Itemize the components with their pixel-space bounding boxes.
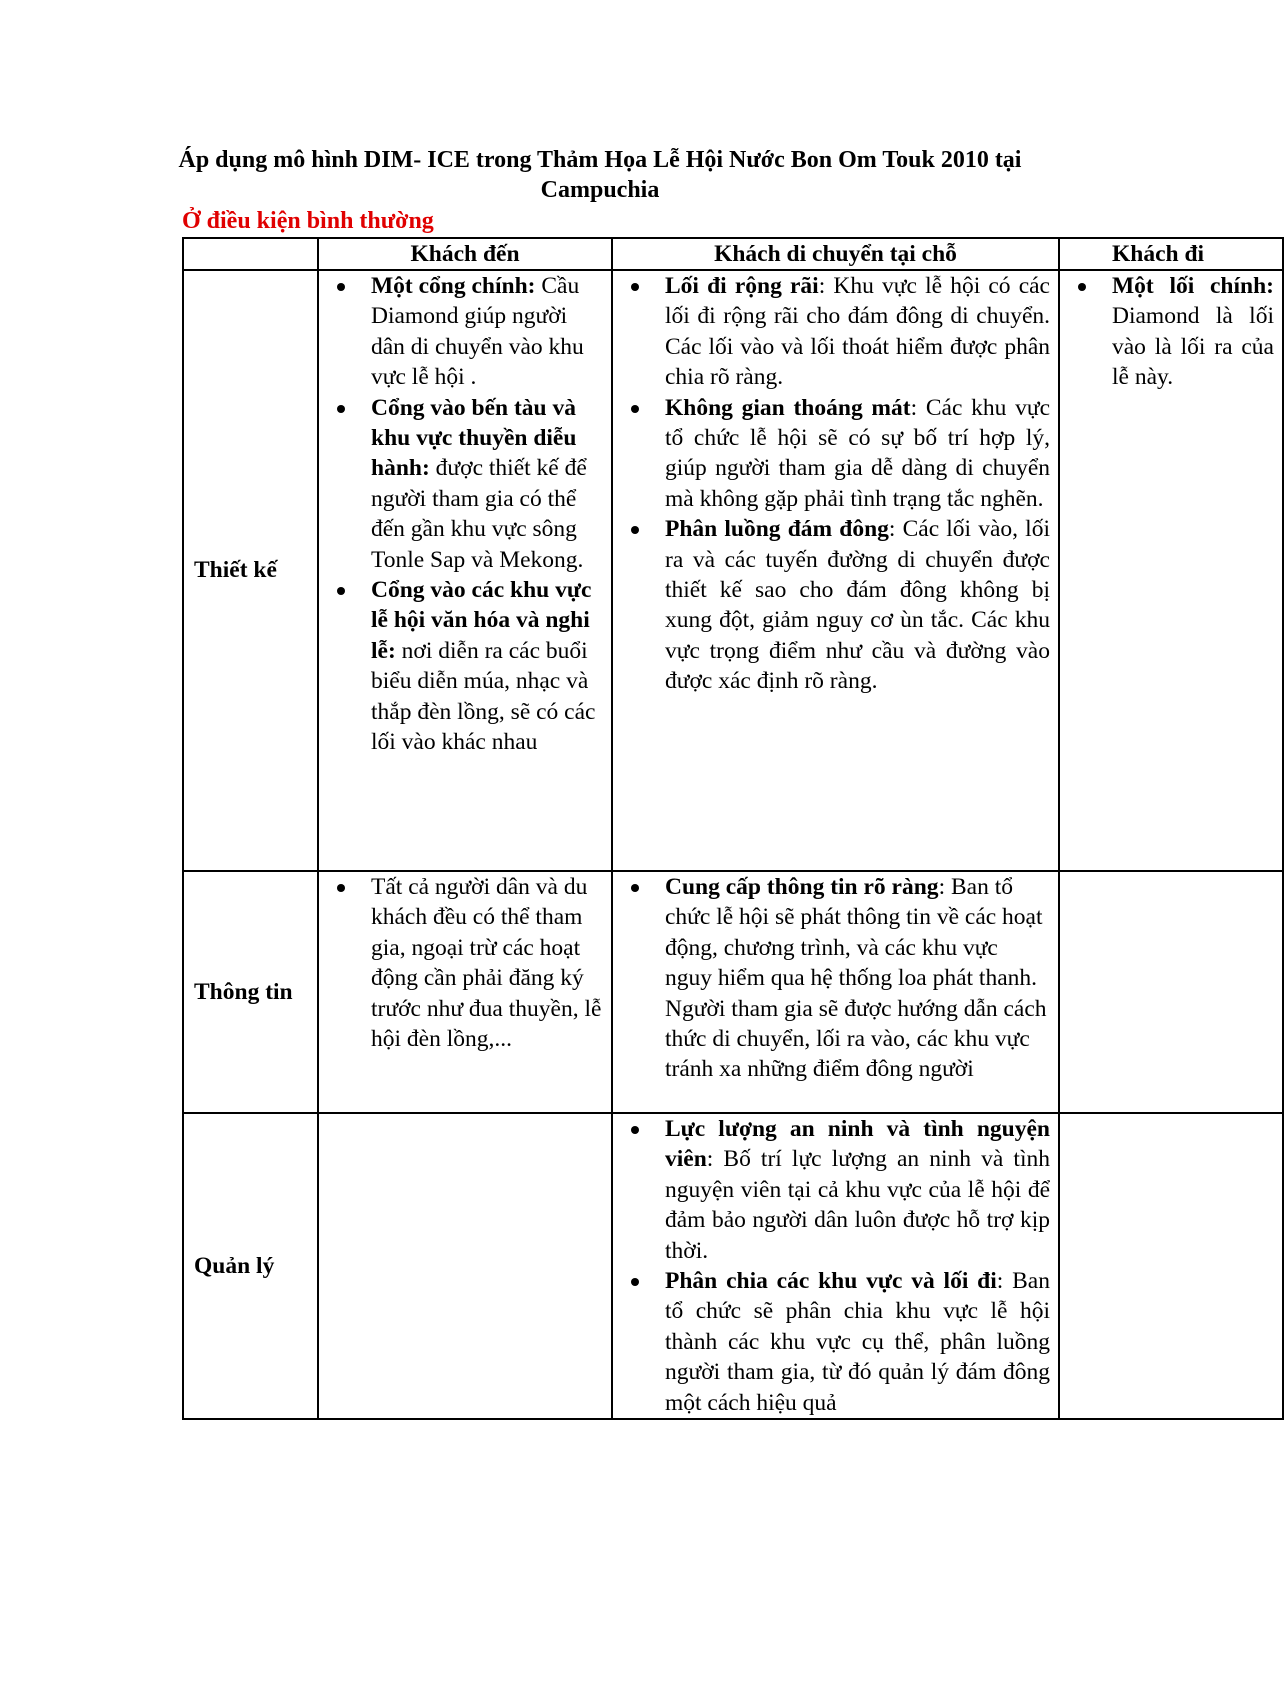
cell [612, 1113, 1059, 1419]
list-item [613, 514, 1050, 696]
item-text: Tất cả người dân và du khách đều có thể tham gia, ngoại trừ các hoạt động cần phải đăng ký trước như đua thuyền, lễ hội đèn lồng,... [371, 874, 602, 1053]
cell [1059, 871, 1283, 1113]
bullet-list [1060, 271, 1282, 393]
cell [318, 270, 612, 871]
item-heading: Lối đi rộng rãi [665, 273, 819, 299]
header-arriving: Khách đến [318, 238, 612, 270]
list-item [613, 1266, 1050, 1418]
bullet-list [613, 872, 1058, 1085]
header-corner [183, 238, 318, 270]
row-label-information: Thông tin [183, 871, 318, 1113]
item-text: : Bố trí lực lượng an ninh và tình nguyện viên tại cả khu vực của lễ hội để đảm bảo người dân luôn được hỗ trợ kịp thời. [665, 1146, 1050, 1264]
list-item [613, 393, 1050, 515]
item-text: : Các khu vực tổ chức lễ hội sẽ có sự bố trí hợp lý, giúp người tham gia dễ dàng di chuyển mà không gặp phải tình trạng tắc nghẽn. [665, 394, 1050, 512]
item-text: nơi diễn ra các buổi biểu diễn múa, nhạc và thắp đèn lồng, sẽ có các lối vào khác nhau [371, 637, 596, 756]
cell [612, 270, 1059, 871]
item-heading: Phân luồng đám đông [665, 516, 889, 543]
bullet-list [613, 271, 1058, 697]
header-moving: Khách di chuyển tại chỗ [612, 238, 1059, 270]
dim-ice-table [182, 237, 1284, 1420]
list-item [319, 393, 603, 575]
cell [1059, 270, 1283, 871]
list-item [613, 271, 1050, 393]
list-item [319, 872, 603, 1054]
item-text: : Ban tổ chức lễ hội sẽ phát thông tin về các hoạt động, chương trình, và các khu vực nguy hiểm qua hệ thống loa phát thanh. Người tham gia sẽ được hướng dẫn cách thức di chuyển, lối ra vào, các khu vực tránh xa những điểm đông người [665, 874, 1047, 1083]
item-heading: Không gian thoáng mát [665, 394, 911, 421]
cell [612, 871, 1059, 1113]
cell [1059, 1113, 1283, 1419]
table-row [183, 871, 1283, 1113]
item-heading: Một lối chính: [1112, 273, 1274, 299]
item-heading: Cung cấp thông tin rõ ràng [665, 874, 939, 900]
item-heading: Lực lượng an ninh và tình nguyện viên [665, 1116, 1050, 1173]
table-row [183, 1113, 1283, 1419]
cell [318, 1113, 612, 1419]
item-text: : Khu vực lễ hội có các lối đi rộng rãi cho đám đông di chuyển. Các lối vào và lối thoát hiểm được phân chia rõ ràng. [665, 273, 1050, 391]
item-text: : Ban tổ chức sẽ phân chia khu vực lễ hội thành các khu vực cụ thể, phân luồng người tham gia, từ đó quản lý đám đông một cách hiệu quả [665, 1268, 1050, 1416]
cell [318, 871, 612, 1113]
table-header-row [183, 238, 1283, 270]
document-title: Áp dụng mô hình DIM- ICE trong Thảm Họa Lễ Hội Nước Bon Om Touk 2010 tại Campuchia [178, 147, 1022, 203]
list-item [1060, 271, 1274, 393]
list-item [613, 872, 1050, 1085]
item-text: Cầu Diamond giúp người dân di chuyển vào khu vực lễ hội . [371, 273, 584, 391]
list-item [613, 1114, 1050, 1266]
section-subtitle: Ở điều kiện bình thường [182, 208, 434, 234]
item-text: Diamond là lối vào là lối ra của lễ này. [1112, 303, 1274, 391]
list-item [319, 271, 603, 393]
item-heading: Cổng vào các khu vực lễ hội văn hóa và nghi lễ: [371, 577, 592, 664]
item-text: : Các lối vào, lối ra và các tuyến đường di chuyển được thiết kế sao cho đám đông không bị xung đột, giảm nguy cơ ùn tắc. Các khu vực trọng điểm như cầu và đường vào được xác định rõ ràng. [665, 516, 1050, 695]
bullet-list [319, 872, 611, 1054]
bullet-list [319, 271, 611, 758]
item-text: được thiết kế để người tham gia có thể đến gần khu vực sông Tonle Sap và Mekong. [371, 455, 587, 573]
list-item [319, 575, 603, 757]
item-heading: Một cổng chính: [371, 273, 536, 299]
row-label-design: Thiết kế [183, 270, 318, 871]
table-container [182, 237, 1274, 1417]
bullet-list [613, 1114, 1058, 1418]
header-leaving: Khách đi [1059, 238, 1283, 270]
item-heading: Phân chia các khu vực và lối đi [665, 1268, 997, 1295]
item-heading: Cổng vào bến tàu và khu vực thuyền diễu hành: [371, 394, 577, 482]
table-row [183, 270, 1283, 871]
row-label-management: Quản lý [183, 1113, 318, 1419]
